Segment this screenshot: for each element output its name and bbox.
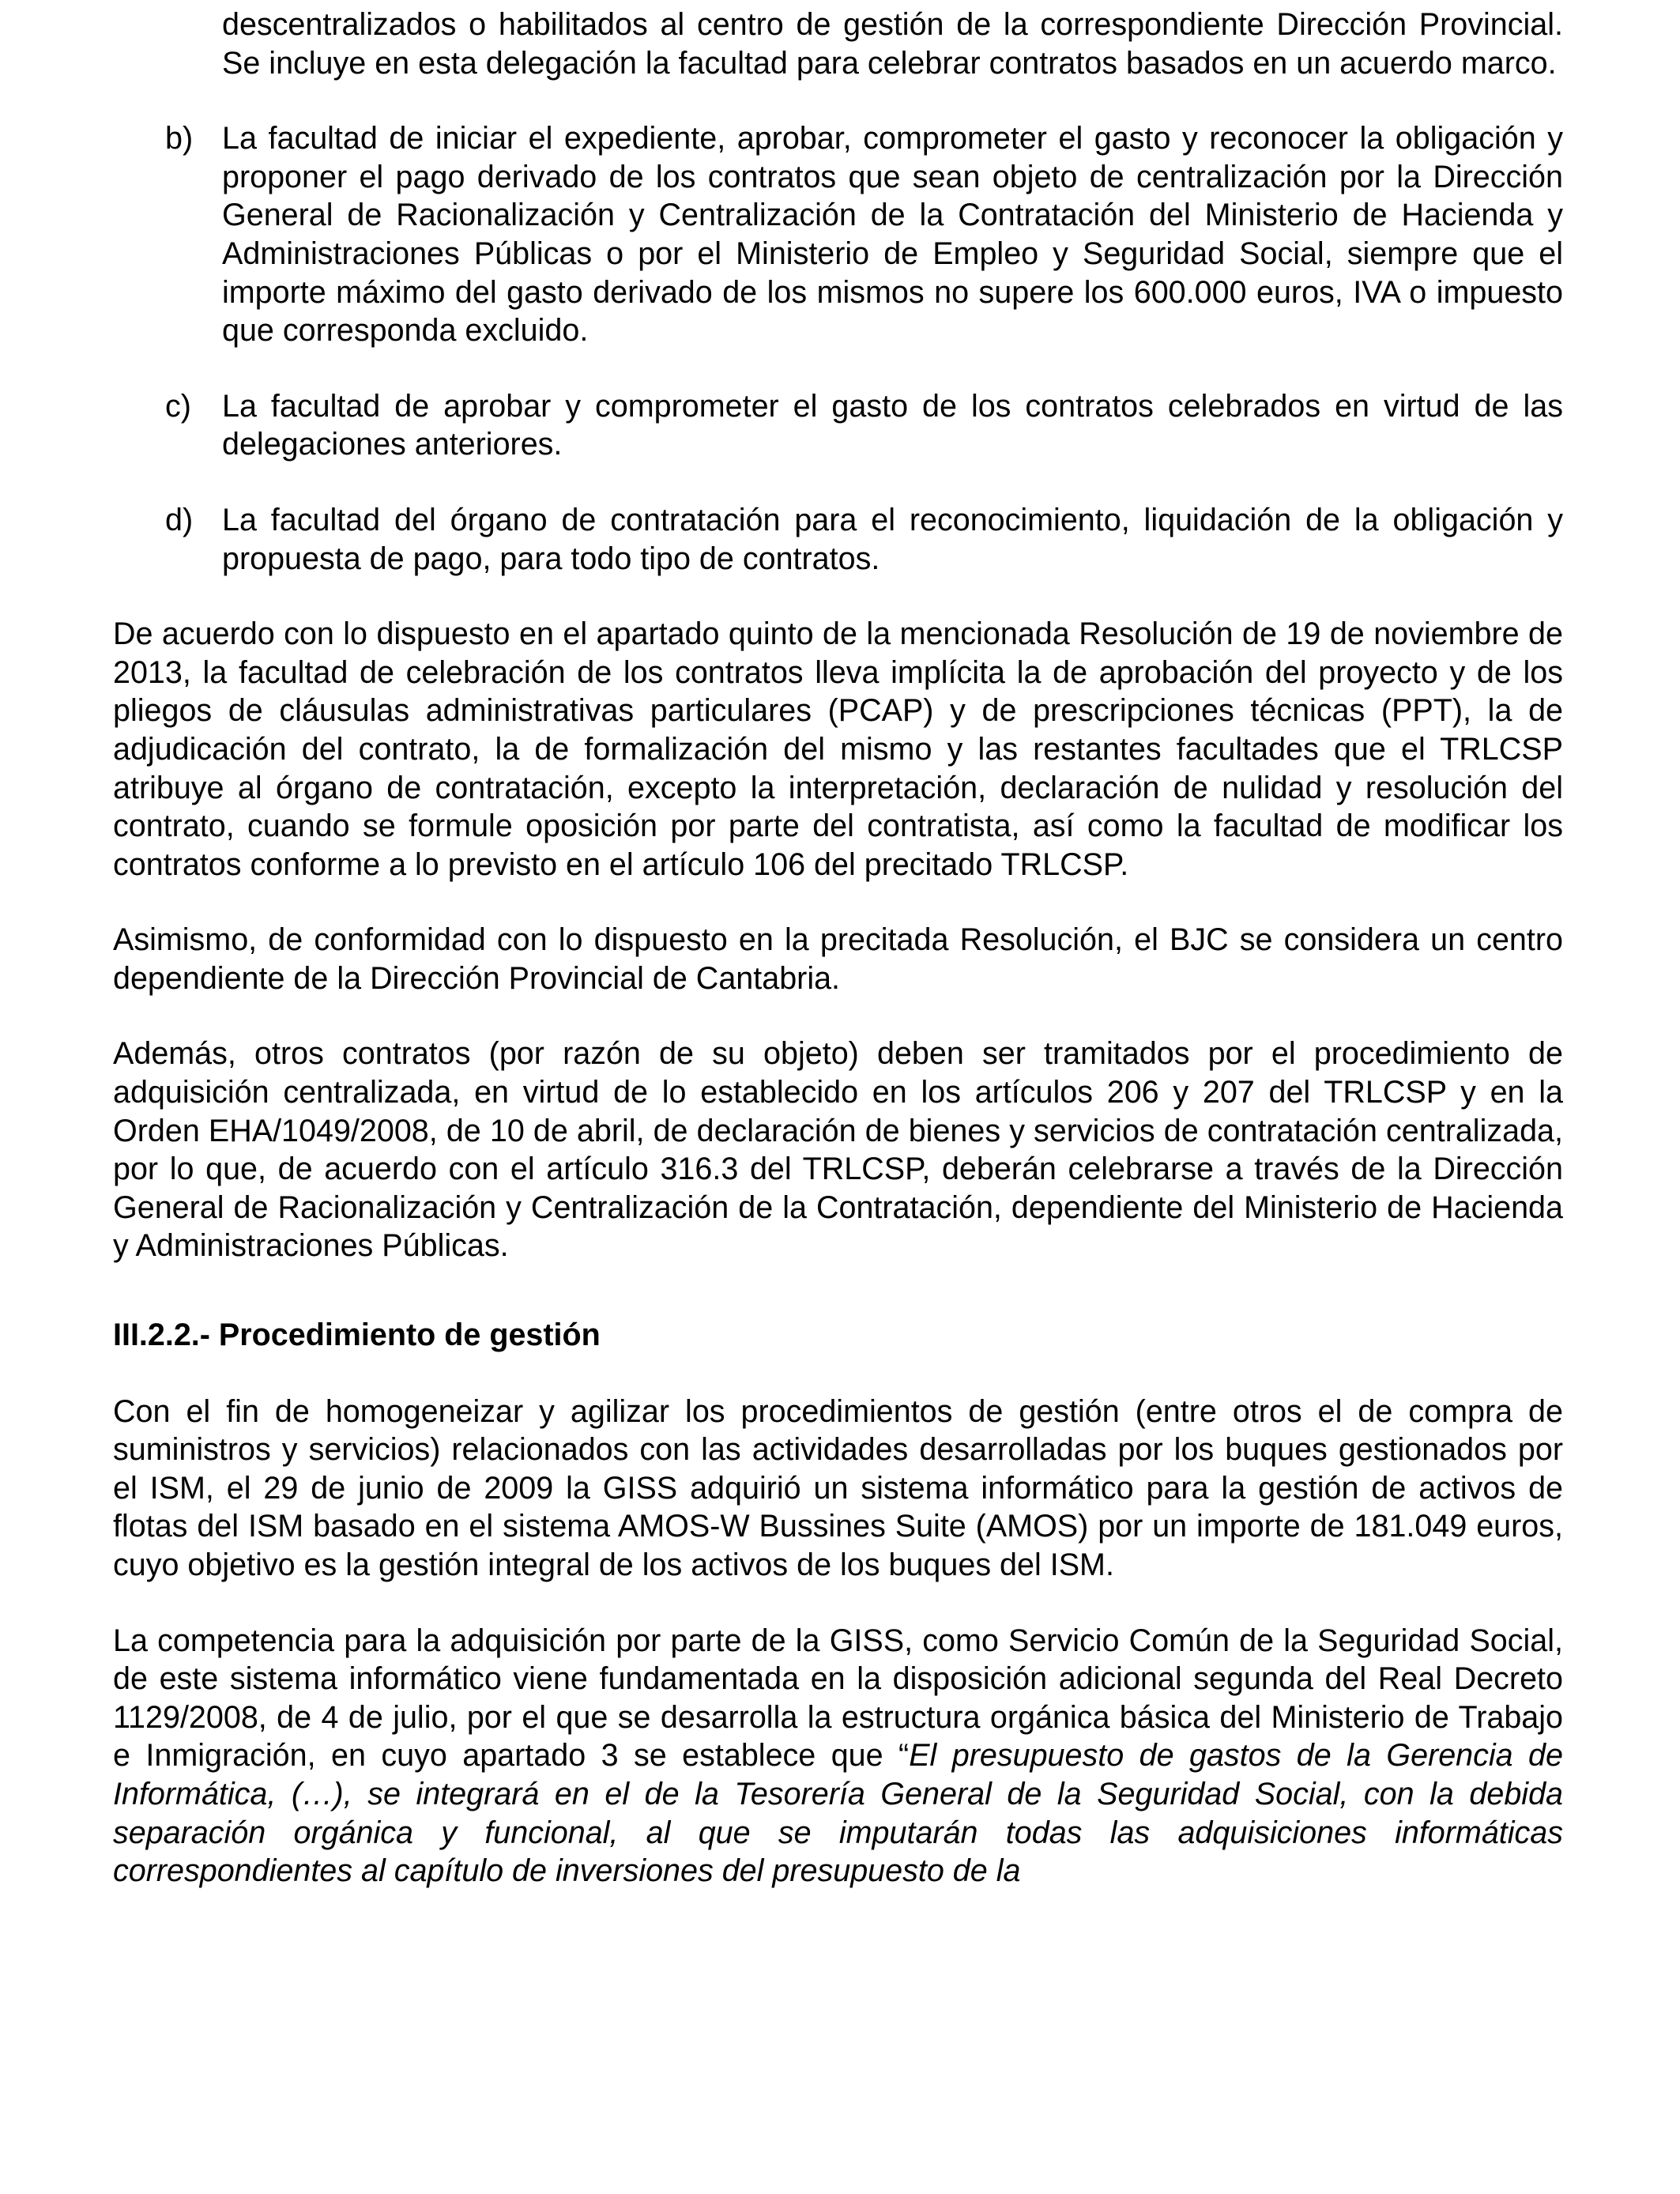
list-item <box>113 387 1563 464</box>
spacer <box>113 1265 1563 1316</box>
spacer <box>113 1585 1563 1622</box>
body-paragraph: Con el fin de homogeneizar y agilizar los procedimientos de gestión (entre otros el de compra de suministros y servicios) relacionados con las actividades desarrolladas por los buques gestionados por el ISM, el 29 de junio de 2009 la GISS adquirió un sistema informático para la gestión de activos de flotas del ISM basado en el sistema AMOS-W Bussines Suite (AMOS) por un importe de 181.049 euros, cuyo objetivo es la gestión integral de los activos de los buques del ISM. <box>113 1393 1563 1582</box>
paragraph-plain-text: La competencia para la adquisición por parte de la GISS, como Servicio Común de la Seguridad Social, de este sistema informático viene fundamentada en la disposición adicional segunda del Real Decreto 1129/2008, de 4 de julio, por el que se desarrolla la estructura orgánica básica del Ministerio de Trabajo e Inmigración, en cuyo apartado 3 se establece que “ <box>113 1623 1563 1774</box>
body-paragraph-with-quote <box>113 1622 1563 1891</box>
body-paragraph: De acuerdo con lo dispuesto en el apartado quinto de la mencionada Resolución de 19 de noviembre de 2013, la facultad de celebración de los contratos lleva implícita la de aprobación del proyecto y de los pliegos de cláusulas administrativas particulares (PCAP) y de prescripciones técnicas (PPT), la de adjudicación del contrato, la de formalización del mismo y las restantes facultades que el TRLCSP atribuye al órgano de contratación, excepto la interpretación, declaración de nulidad y resolución del contrato, cuando se formule oposición por parte del contratista, así como la facultad de modificar los contratos conforme a lo previsto en el artículo 106 del precitado TRLCSP. <box>113 616 1563 882</box>
spacer <box>113 884 1563 921</box>
spacer <box>113 1355 1563 1393</box>
list-marker: c) <box>165 388 191 424</box>
body-paragraph: Además, otros contratos (por razón de su objeto) deben ser tramitados por el procedimiento de adquisición centralizada, en virtud de lo establecido en los artículos 206 y 207 del TRLCSP y en la Orden EHA/1049/2008, de 10 de abril, de declaración de bienes y servicios de contratación centralizada, por lo que, de acuerdo con el artículo 316.3 del TRLCSP, deberán celebrarse a través de la Dirección General de Racionalización y Centralización de la Contratación, dependiente del Ministerio de Hacienda y Administraciones Públicas. <box>113 1036 1563 1264</box>
spacer <box>113 997 1563 1035</box>
spacer <box>113 82 1563 119</box>
body-paragraph: Asimismo, de conformidad con lo dispuesto en la precitada Resolución, el BJC se considera un centro dependiente de la Dirección Provincial de Cantabria. <box>113 922 1563 996</box>
continuation-paragraph: descentralizados o habilitados al centro de gestión de la correspondiente Dirección Provincial. Se incluye en esta delegación la facultad para celebrar contratos basados en un acuerdo marco. <box>222 7 1563 81</box>
list-item-text: La facultad de aprobar y comprometer el gasto de los contratos celebrados en virtud de las delegaciones anteriores. <box>222 388 1563 462</box>
spacer <box>113 350 1563 387</box>
paragraph-quoted-text: El presupuesto de gastos de la Gerencia de Informática, (…), se integrará en el de la Tesorería General de la Seguridad Social, con la debida separación orgánica y funcional, al que se imputarán todas las adquisiciones informáticas correspondientes al capítulo de inversiones del presupuesto de la <box>113 1738 1563 1889</box>
list-marker: b) <box>165 121 194 156</box>
list-item <box>113 119 1563 350</box>
list-item-text: La facultad del órgano de contratación para el reconocimiento, liquidación de la obligación y propuesta de pago, para todo tipo de contratos. <box>222 502 1563 576</box>
document-page <box>113 0 1563 1891</box>
list-item-text: La facultad de iniciar el expediente, aprobar, comprometer el gasto y reconocer la obligación y proponer el pago derivado de los contratos que sean objeto de centralización por la Dirección General de Racionalización y Centralización de la Contratación del Ministerio de Hacienda y Administraciones Públicas o por el Ministerio de Empleo y Seguridad Social, siempre que el importe máximo del gasto derivado de los mismos no supere los 600.000 euros, IVA o impuesto que corresponda excluido. <box>222 121 1563 349</box>
spacer <box>113 578 1563 615</box>
list-marker: d) <box>165 502 194 537</box>
section-heading: III.2.2.- Procedimiento de gestión <box>113 1318 601 1353</box>
spacer <box>113 464 1563 501</box>
list-item <box>113 501 1563 578</box>
delegation-list <box>113 119 1563 578</box>
